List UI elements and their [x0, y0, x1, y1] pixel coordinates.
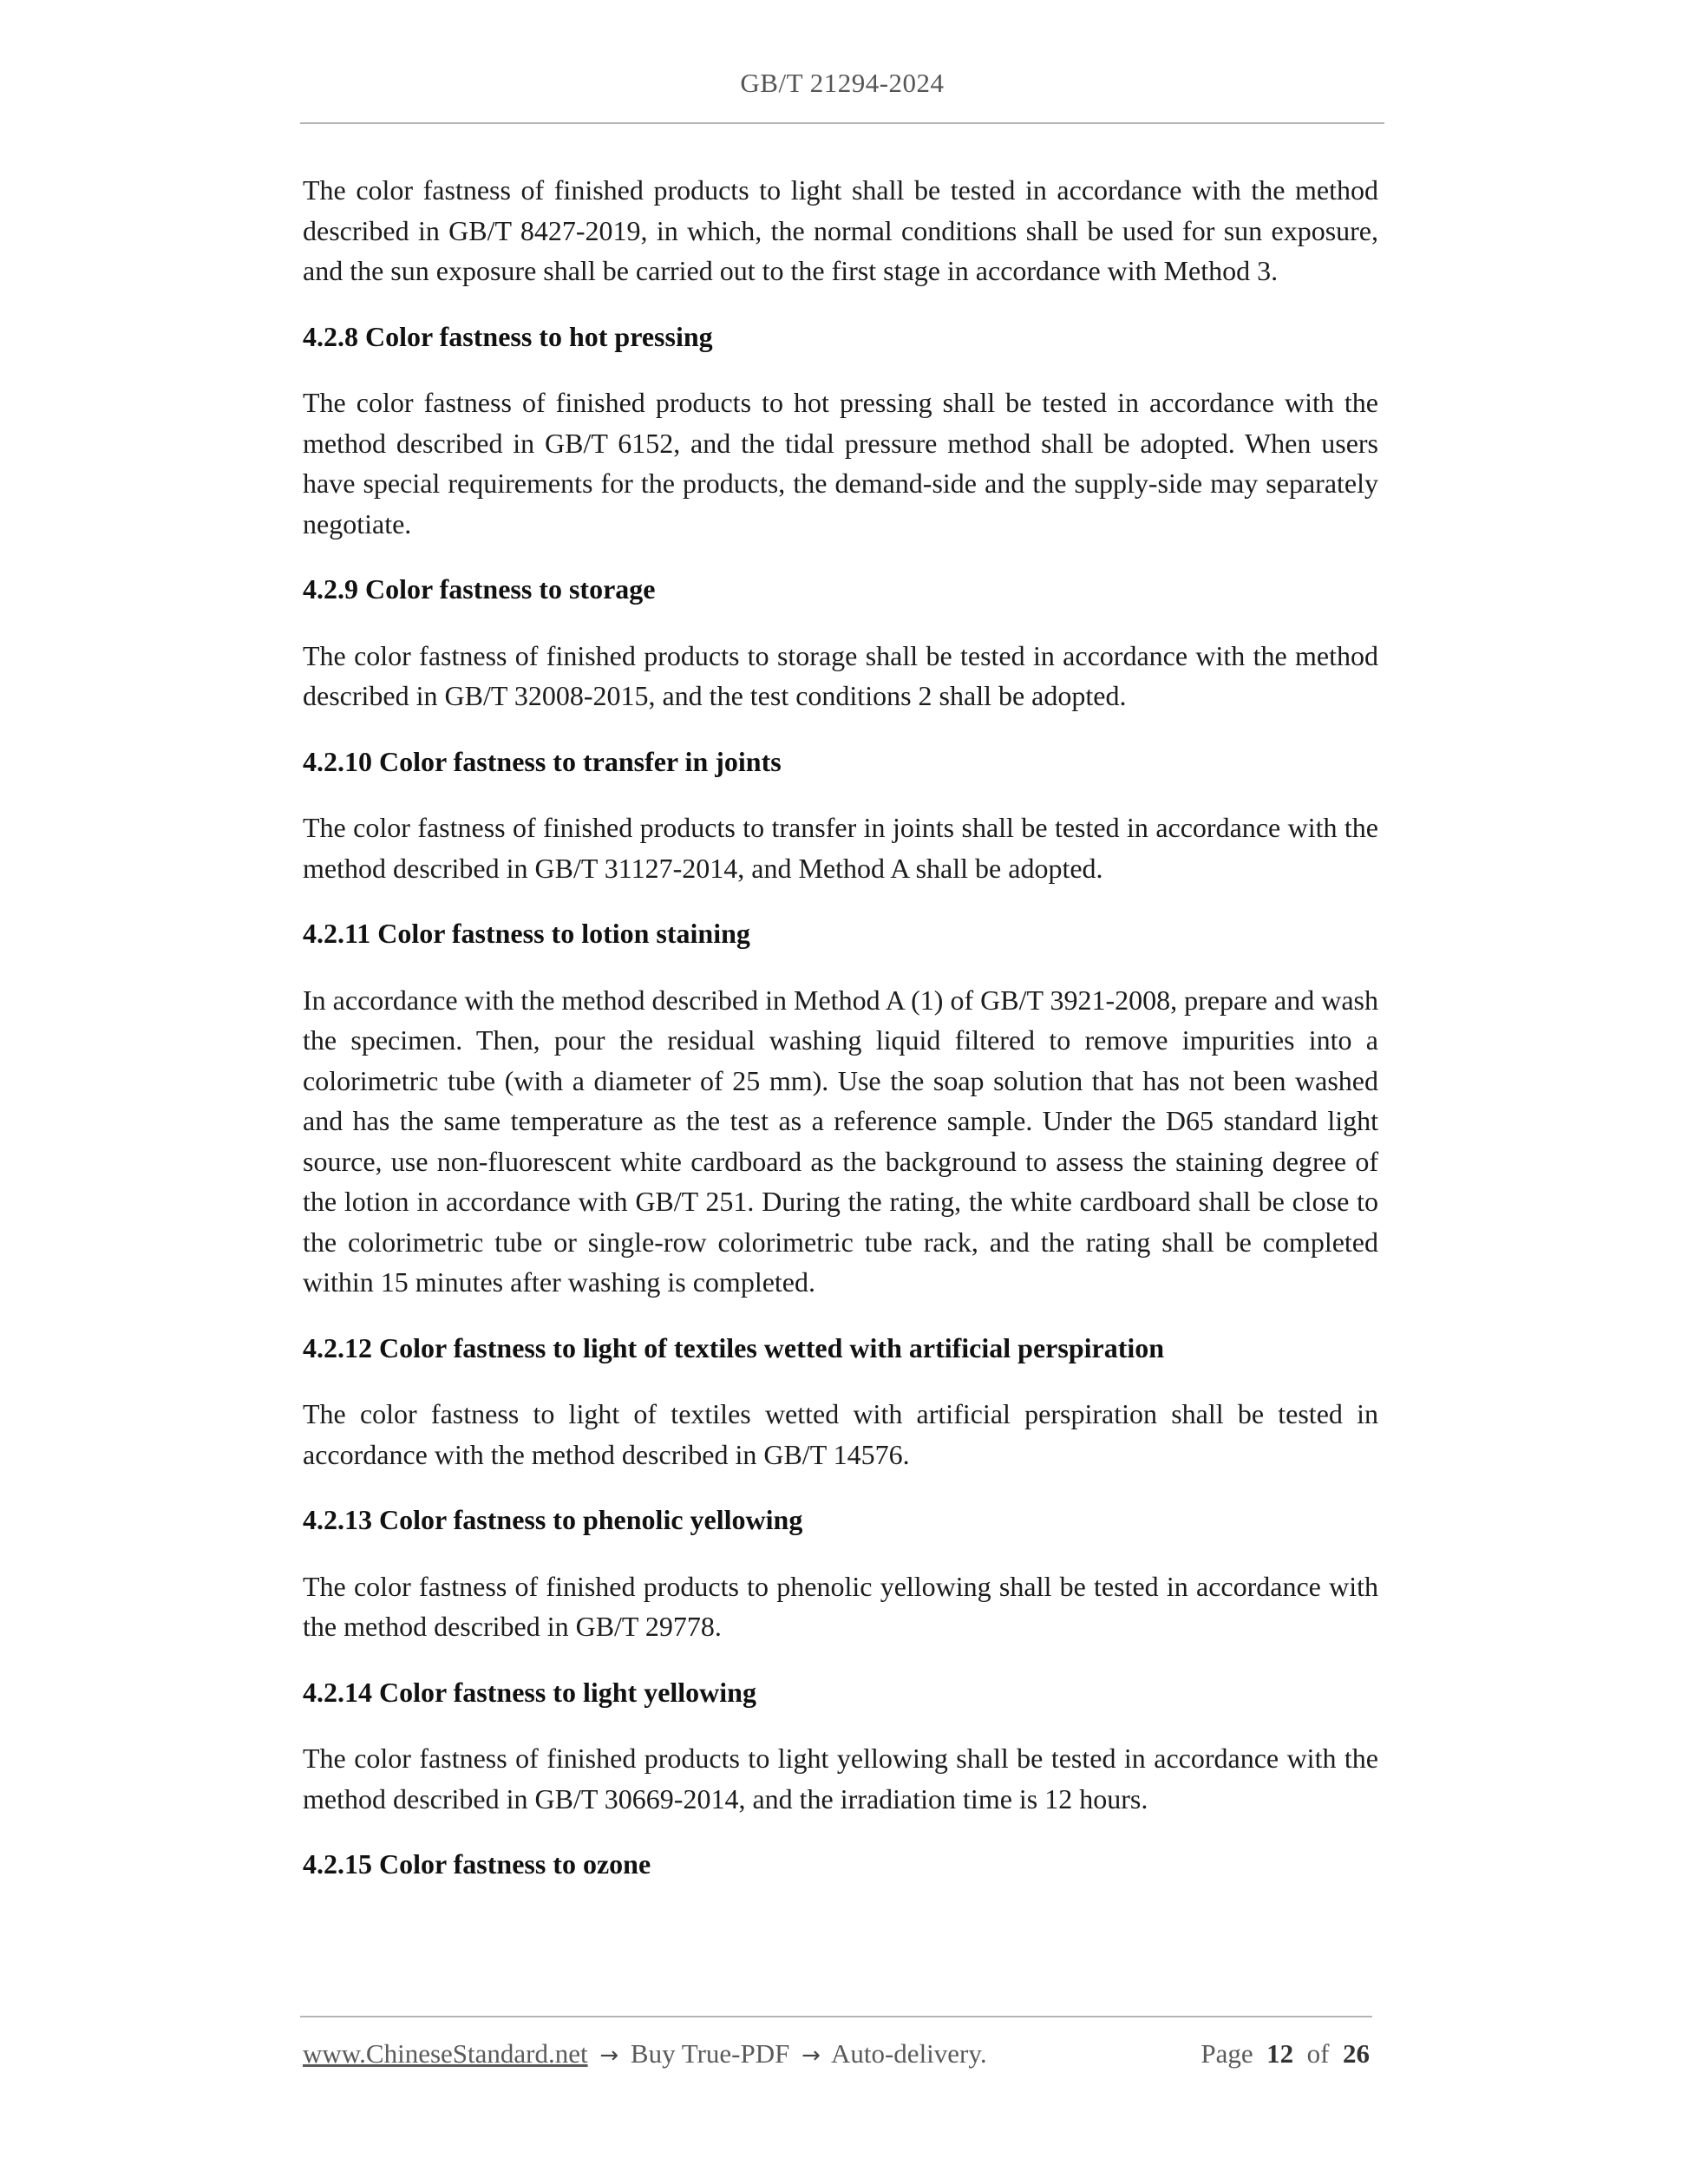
header-divider: [300, 122, 1384, 124]
paragraph-hot-pressing: The color fastness of finished products to hot pressing shall be tested in accordance with the method described in GB/T 6152, and the tidal pressure method shall be adopted. When users have special requirements for the products, the demand-side and the supply-side may separately negotiate.: [303, 387, 1378, 539]
section-heading-4-2-10: 4.2.10 Color fastness to transfer in joints: [303, 745, 782, 777]
page-footer: [303, 2038, 1370, 2070]
delivery-text: Auto-delivery.: [830, 2038, 987, 2069]
running-header: GB/T 21294-2024: [740, 68, 945, 98]
site-link[interactable]: www.ChineseStandard.net: [303, 2038, 588, 2069]
footer-promo: [303, 2038, 987, 2070]
section-heading-4-2-11: 4.2.11 Color fastness to lotion staining: [303, 918, 750, 949]
section-heading-4-2-8: 4.2.8 Color fastness to hot pressing: [303, 320, 713, 352]
paragraph-transfer-in-joints: The color fastness of finished products to transfer in joints shall be tested in accordance with the method described in GB/T 31127-2014, and Method A shall be adopted.: [303, 812, 1378, 884]
paragraph-storage: The color fastness of finished products to storage shall be tested in accordance with the method described in GB/T 32008-2015, and the test conditions 2 shall be adopted.: [303, 639, 1378, 711]
paragraph-light-yellowing: The color fastness of finished products to light yellowing shall be tested in accordance with the method described in GB/T 30669-2014, and the irradiation time is 12 hours.: [303, 1743, 1378, 1815]
page-label: Page: [1201, 2038, 1253, 2069]
section-heading-4-2-9: 4.2.9 Color fastness to storage: [303, 573, 656, 605]
paragraph-lotion-staining: In accordance with the method described in Method A (1) of GB/T 3921-2008, prepare and wash the specimen. Then, pour the residual washing liquid filtered to remove impurities into a colorimetric tube (with a diameter of 25 mm). Use the soap solution that has not been washed and has the same temperature as the test as a reference sample. Under the D65 standard light source, use non-fluorescent white cardboard as the background to assess the staining degree of the lotion in accordance with GB/T 251. During the rating, the white cardboard shall be close to the colorimetric tube or single-row colorimetric tube rack, and the rating shall be completed within 15 minutes after washing is completed.: [303, 984, 1378, 1298]
buy-text: Buy True-PDF: [630, 2038, 790, 2069]
page-indicator: [1201, 2038, 1370, 2070]
document-body: [303, 170, 1378, 1911]
paragraph-light-fastness: The color fastness of finished products to light shall be tested in accordance with the method described in GB/T 8427-2019, in which, the normal conditions shall be used for sun exposure, and the sun exposure shall be carried out to the first stage in accordance with Method 3.: [303, 174, 1378, 286]
of-label: of: [1306, 2038, 1330, 2069]
section-heading-4-2-13: 4.2.13 Color fastness to phenolic yellowing: [303, 1504, 803, 1535]
paragraph-artificial-perspiration: The color fastness to light of textiles wetted with artificial perspiration shall be tested in accordance with the method described in GB/T 14576.: [303, 1398, 1378, 1470]
page-current: 12: [1266, 2038, 1294, 2069]
section-heading-4-2-14: 4.2.14 Color fastness to light yellowing: [303, 1676, 756, 1708]
paragraph-phenolic-yellowing: The color fastness of finished products to phenolic yellowing shall be tested in accordance with the method described in GB/T 29778.: [303, 1570, 1378, 1642]
footer-divider: [300, 2016, 1372, 2017]
page-total: 26: [1343, 2038, 1370, 2069]
section-heading-4-2-15: 4.2.15 Color fastness to ozone: [303, 1848, 651, 1880]
section-heading-4-2-12: 4.2.12 Color fastness to light of textiles wetted with artificial perspiration: [303, 1331, 1165, 1363]
arrow-right-icon: →: [801, 2043, 821, 2069]
arrow-right-icon: →: [599, 2043, 619, 2069]
